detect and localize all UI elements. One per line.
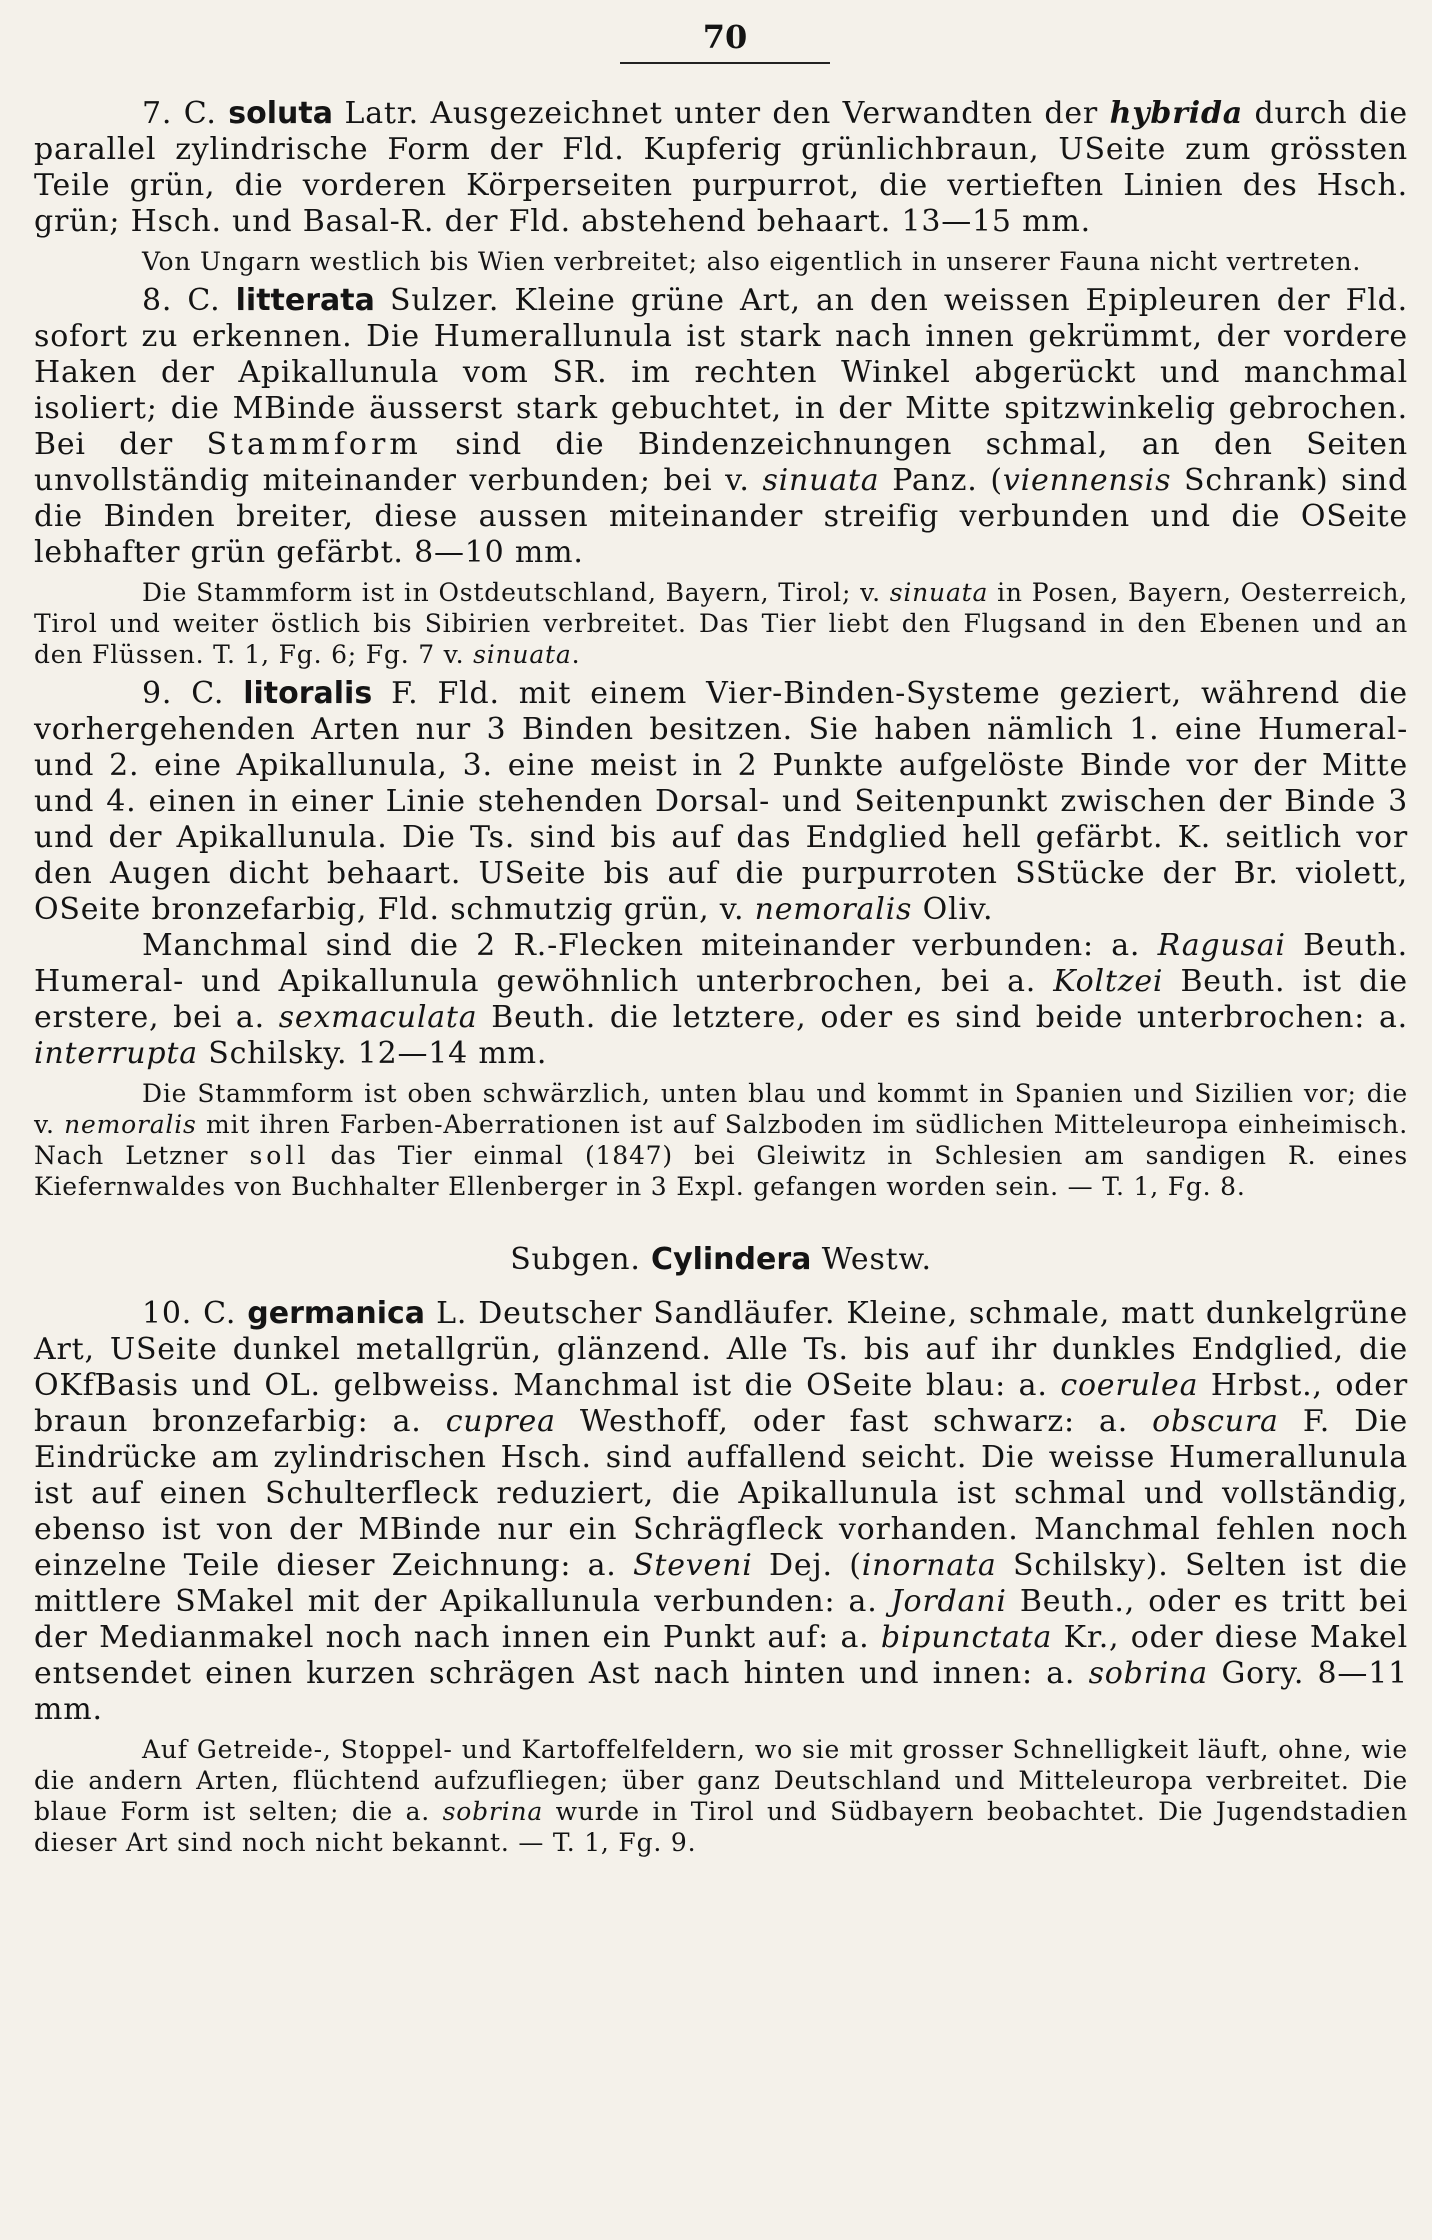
entry-10-number: 10. C. bbox=[142, 1296, 237, 1331]
entry-8-number: 8. C. bbox=[142, 283, 221, 318]
entry-7-distribution-note: Von Ungarn westlich bis Wien verbreitet; also eigentlich in unserer Fauna nicht vertreten. bbox=[142, 247, 1362, 276]
entry-8-description: 8. C. litterata Sulzer. Kleine grüne Art, an den weissen Epipleuren der Fld. sofort zu erkennen. Die Humerallunula ist stark nach innen gekrümmt, der vordere Haken der Apikallunula vom SR. im rechten Winkel abgerückt und manchmal isoliert; die MBinde äusserst stark gebuchtet, in der Mitte spitzwinkelig gebrochen. Bei der Stammform sind die Bindenzeichnungen schmal, an den Seiten unvollständig miteinander verbunden; bei v. sinuata Panz. (viennensis Schrank) sind die Binden breiter, diese aussen miteinander streifig verbunden und die OSeite lebhafter grün gefärbt. 8—10 mm. bbox=[34, 283, 1408, 570]
entry-7-description: 7. C. soluta Latr. Ausgezeichnet unter den Verwandten der hybrida durch die parallel zylindrische Form der Fld. Kupferig grünlichbraun, USeite zum grössten Teile grün, die vorderen Körperseiten purpurrot, die vertieften Linien des Hsch. grün; Hsch. und Basal-R. der Fld. abstehend behaart. 13—15 mm. bbox=[34, 96, 1408, 239]
entry-9-species: litoralis bbox=[243, 676, 373, 711]
entry-8-species: litterata bbox=[235, 283, 375, 318]
page-number: 70 bbox=[702, 18, 748, 56]
header-rule bbox=[620, 62, 830, 64]
entry-8-distribution-note: Die Stammform ist in Ostdeutschland, Bayern, Tirol; v. sinuata in Posen, Bayern, Oesterreich, Tirol und weiter östlich bis Sibirien verbreitet. Das Tier liebt den Flugsand in den Ebenen und an den Flüssen. T. 1, Fg. 6; Fg. 7 v. sinuata. bbox=[34, 578, 1408, 669]
subgenus-name: Cylindera bbox=[651, 1242, 812, 1277]
entry-9-number: 9. C. bbox=[142, 676, 225, 711]
entry-7-species: soluta bbox=[228, 96, 333, 131]
entry-9-aberrations: Manchmal sind die 2 R.-Flecken miteinander verbunden: a. Ragusai Beuth. Humeral- und Apikallunula gewöhnlich unterbrochen, bei a. Koltzei Beuth. ist die erstere, bei a. sexmaculata Beuth. die letztere, oder es sind beide unterbrochen: a. interrupta Schilsky. 12—14 mm. bbox=[34, 928, 1408, 1071]
entry-9-description: 9. C. litoralis F. Fld. mit einem Vier-Binden-Systeme geziert, während die vorhergehenden Arten nur 3 Binden besitzen. Sie haben nämlich 1. eine Humeral- und 2. eine Apikallunula, 3. eine meist in 2 Punkte aufgelöste Binde vor der Mitte und 4. einen in einer Linie stehenden Dorsal- und Seitenpunkt zwischen der Binde 3 und der Apikallunula. Die Ts. sind bis auf das Endglied hell gefärbt. K. seitlich vor den Augen dicht behaart. USeite bis auf die purpurroten SStücke der Br. violett, OSeite bronzefarbig, Fld. schmutzig grün, v. nemoralis Oliv. bbox=[34, 676, 1408, 927]
entry-10-species: germanica bbox=[247, 1296, 426, 1331]
entry-9-distribution-note: Die Stammform ist oben schwärzlich, unten blau und kommt in Spanien und Sizilien vor; die v. nemoralis mit ihren Farben-Aberrationen ist auf Salzboden im südlichen Mitteleuropa einheimisch. Nach Letzner soll das Tier einmal (1847) bei Gleiwitz in Schlesien am sandigen R. eines Kiefernwaldes von Buchhalter Ellenberger in 3 Expl. gefangen worden sein. — T. 1, Fg. 8. bbox=[34, 1079, 1409, 1201]
entry-10-description: 10. C. germanica L. Deutscher Sandläufer. Kleine, schmale, matt dunkelgrüne Art, USeite dunkel metallgrün, glänzend. Alle Ts. bis auf ihr dunkles Endglied, die OKfBasis und OL. gelbweiss. Manchmal ist die OSeite blau: a. coerulea Hrbst., oder braun bronzefarbig: a. cuprea Westhoff, oder fast schwarz: a. obscura F. Die Eindrücke am zylindrischen Hsch. sind auffallend seicht. Die weisse Humerallunula ist auf einen Schulterfleck reduziert, die Apikallunula ist schmal und vollständig, ebenso ist von der MBinde nur ein Schrägfleck vorhanden. Manchmal fehlen noch einzelne Teile dieser Zeichnung: a. Steveni Dej. (inornata Schilsky). Selten ist die mittlere SMakel mit der Apikallunula verbunden: a. Jordani Beuth., oder es tritt bei der Medianmakel noch nach innen ein Punkt auf: a. bipunctata Kr., oder diese Makel entsendet einen kurzen schrägen Ast nach hinten und innen: a. sobrina Gory. 8—11 mm. bbox=[34, 1296, 1409, 1727]
page-body bbox=[34, 96, 1408, 1858]
entry-7-number: 7. C. bbox=[142, 96, 217, 131]
entry-10-distribution-note: Auf Getreide-, Stoppel- und Kartoffelfeldern, wo sie mit grosser Schnelligkeit läuft, ohne, wie die andern Arten, flüchtend aufzufliegen; über ganz Deutschland und Mitteleuropa verbreitet. Die blaue Form ist selten; die a. sobrina wurde in Tirol und Südbayern beobachtet. Die Jugendstadien dieser Art sind noch nicht bekannt. — T. 1, Fg. 9. bbox=[34, 1735, 1408, 1857]
subgenus-heading: Subgen. Cylindera Westw. bbox=[510, 1242, 932, 1277]
